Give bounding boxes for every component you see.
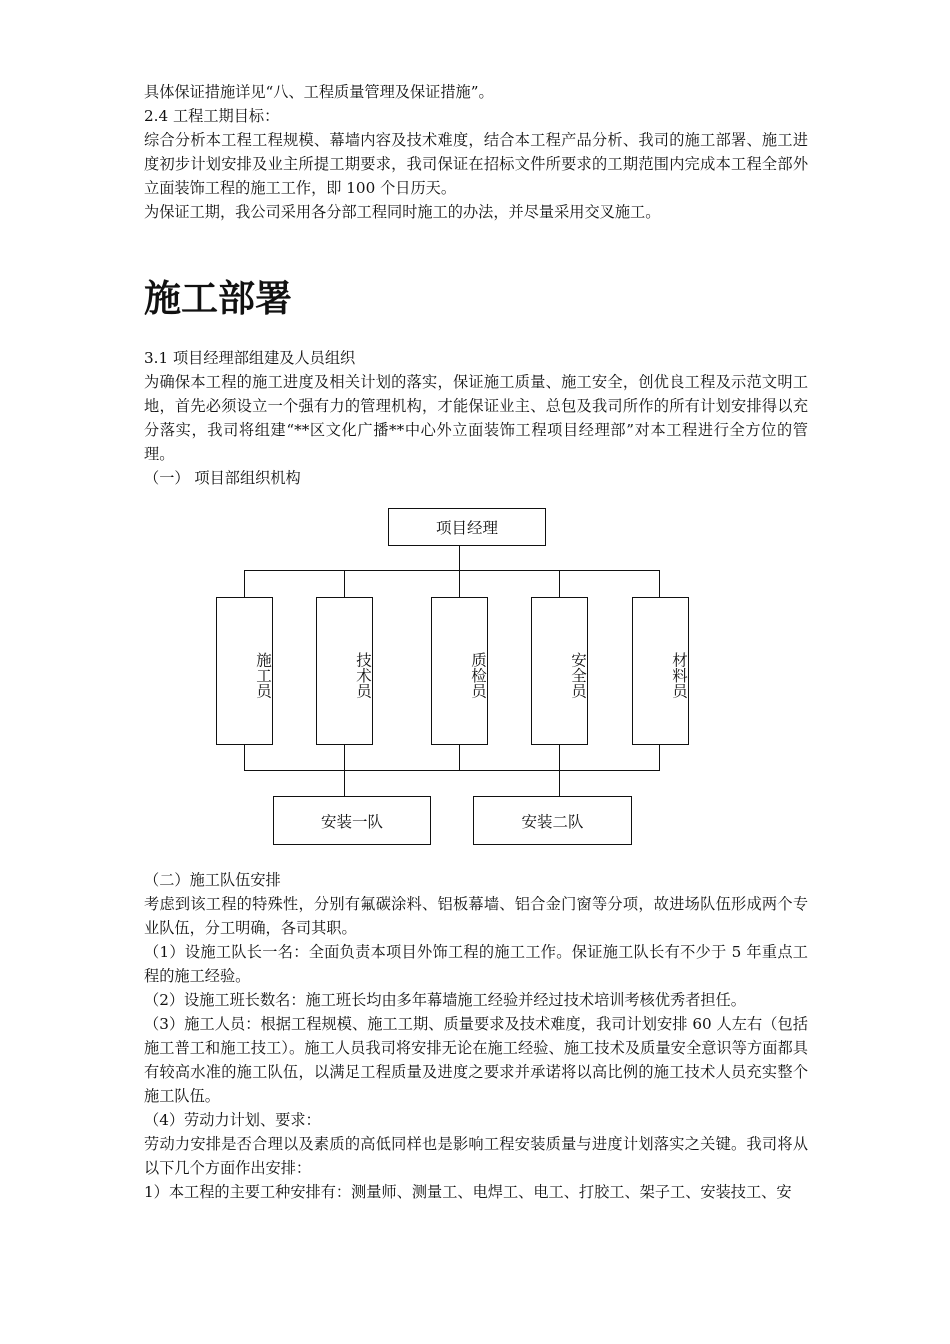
intro-paragraph-1: 具体保证措施详见“八、工程质量管理及保证措施”。	[144, 83, 494, 101]
team-box-2: 安装二队	[473, 796, 632, 845]
team-box-1: 安装一队	[273, 796, 431, 845]
org-chart	[144, 498, 808, 850]
connector-role-5-top	[659, 570, 660, 597]
teams-paragraph-1: 考虑到该工程的特殊性，分别有氟碳涂料、铝板幕墙、铝合金门窗等分项，故进场队伍形成两个专业队伍，分工明确，各司其职。	[144, 895, 808, 937]
section-block	[144, 346, 808, 490]
connector-role-2-top	[344, 570, 345, 597]
connector-role-5-bottom	[659, 744, 660, 770]
intro-paragraph-3: 综合分析本工程工程规模、幕墙内容及技术难度，结合本工程产品分析、我司的施工部署、施工进度初步计划安排及业主所提工期要求，我司保证在招标文件所要求的工期范围内完成本工程全部外立面装饰工程的施工工作，即 100 个日历天。	[144, 131, 808, 197]
teams-paragraph-3: （2）设施工班长数名：施工班长均由多年幕墙施工经验并经过技术培训考核优秀者担任。	[144, 991, 746, 1009]
section-paragraph: 为确保本工程的施工进度及相关计划的落实，保证施工质量、施工安全，创优良工程及示范文明工地，首先必须设立一个强有力的管理机构，才能保证业主、总包及我司所作的所有计划安排得以充分落实，我司将组建“**区文化广播**中心外立面装饰工程项目经理部”对本工程进行全方位的管理。	[144, 373, 808, 463]
connector-top-horizontal	[244, 570, 660, 571]
role-box-technical: 技术员	[316, 597, 373, 745]
connector-role-3-bottom	[459, 744, 460, 770]
connector-role-3-top	[459, 570, 460, 597]
role-box-material: 材料员	[632, 597, 689, 745]
teams-paragraph-4: （3）施工人员：根据工程规模、施工工期、质量要求及技术难度，我司计划安排 60 人左右（包括施工普工和施工技工）。施工人员我司将安排无论在施工经验、施工技术及质量安全意识等方面都具有较高水准的施工队伍，以满足工程质量及进度之要求并承诺将以高比例的施工技术人员充实整个施工队伍。	[144, 1015, 808, 1105]
schedule-target-title: 2.4 工程工期目标：	[144, 107, 280, 125]
connector-team-2	[559, 770, 560, 796]
section-heading: 施工部署	[144, 277, 292, 320]
org-chart-caption: （一） 项目部组织机构	[144, 469, 301, 487]
teams-title: （二）施工队伍安排	[144, 871, 281, 889]
teams-paragraph-6: 劳动力安排是否合理以及素质的高低同样也是影响工程安装质量与进度计划落实之关键。我司将从以下几个方面作出安排：	[144, 1135, 808, 1177]
connector-role-4-top	[559, 570, 560, 597]
teams-paragraph-2: （1）设施工队长一名：全面负责本项目外饰工程的施工工作。保证施工队长有不少于 5 年重点工程的施工经验。	[144, 943, 808, 985]
teams-paragraph-5: （4）劳动力计划、要求：	[144, 1111, 321, 1129]
project-manager-box: 项目经理	[388, 508, 546, 546]
connector-team-1	[344, 770, 345, 796]
connector-bottom-horizontal	[244, 770, 660, 771]
connector-role-1-top	[244, 570, 245, 597]
teams-block	[144, 868, 808, 1204]
connector-top-vertical	[459, 546, 460, 570]
role-box-construction: 施工员	[216, 597, 273, 745]
section-subtitle: 3.1 项目经理部组建及人员组织	[144, 349, 356, 367]
connector-role-4-bottom	[559, 744, 560, 770]
intro-paragraph-4: 为保证工期，我公司采用各分部工程同时施工的办法，并尽量采用交叉施工。	[144, 203, 661, 221]
role-box-quality: 质检员	[431, 597, 488, 745]
role-box-safety: 安全员	[531, 597, 588, 745]
connector-role-2-bottom	[344, 744, 345, 770]
teams-paragraph-7: 1）本工程的主要工种安排有：测量师、测量工、电焊工、电工、打胶工、架子工、安装技工、安	[144, 1183, 792, 1201]
intro-block	[144, 80, 808, 224]
connector-role-1-bottom	[244, 744, 245, 770]
